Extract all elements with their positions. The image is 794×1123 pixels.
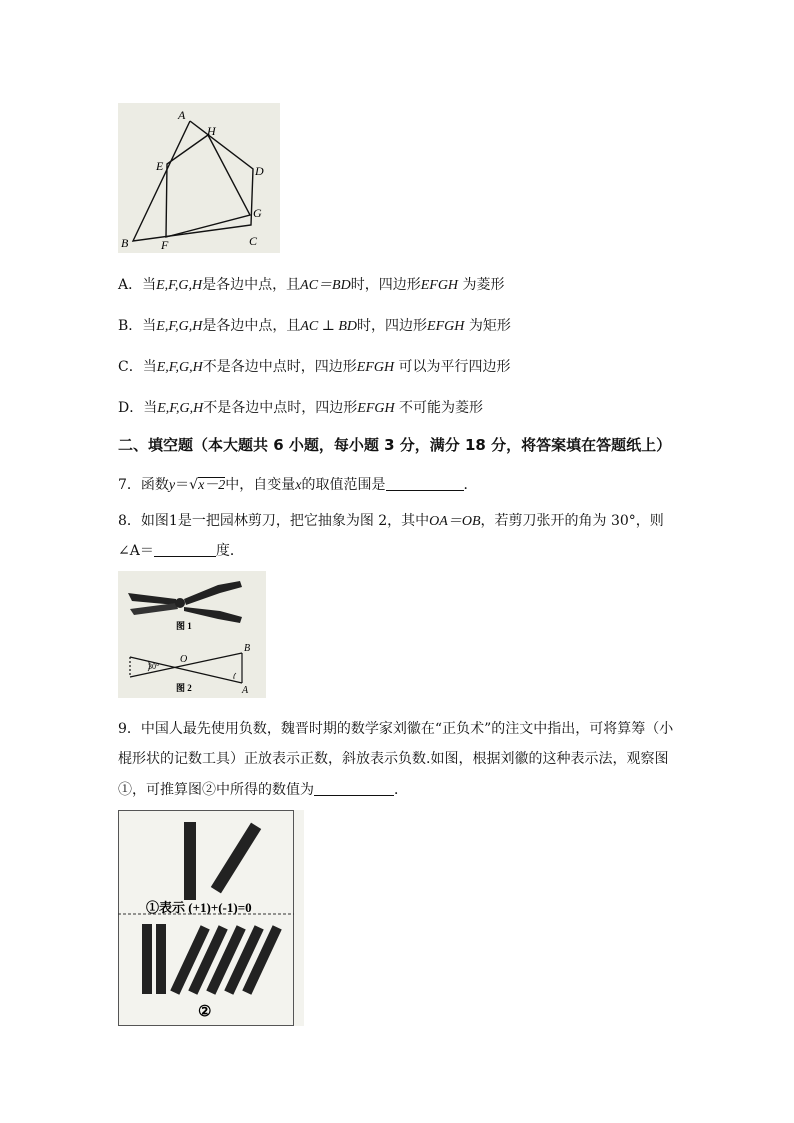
option-c xyxy=(118,356,511,376)
q7-variable: x xyxy=(295,478,302,493)
slanted-rod-icon xyxy=(211,823,261,894)
option-b-points: E,F,G,H xyxy=(156,319,203,334)
option-d xyxy=(118,397,483,417)
question-9-line3 xyxy=(118,779,408,799)
option-c-end: 可以为平行四边形 xyxy=(398,359,511,375)
counting-rods-diagram xyxy=(118,810,304,1026)
upright-rod-icon xyxy=(156,924,166,994)
question-8-line2 xyxy=(118,540,244,560)
quadrilateral-figure xyxy=(118,103,280,253)
scissors-icon xyxy=(128,581,242,623)
fig-caption-2: ② xyxy=(198,1004,212,1020)
option-a-shape: EFGH xyxy=(420,278,459,293)
option-b-mid: 是各边中点，且 xyxy=(202,318,301,334)
q7-text-c: 的取值范围是 xyxy=(301,477,386,493)
option-d-prefix: D．当 xyxy=(118,400,158,416)
upright-rod-icon xyxy=(184,822,196,900)
q8-unit: 度． xyxy=(215,543,244,559)
option-a-prefix: A．当 xyxy=(118,277,157,293)
q7-text-b: 中，自变量 xyxy=(225,477,296,493)
section-heading: 二、填空题（本大题共 6 小题，每小题 3 分，满分 18 分，将答案填在答题纸上） xyxy=(118,436,672,454)
counting-rods-figure xyxy=(118,810,304,1026)
option-c-mid: 不是各边中点时，四边形 xyxy=(202,359,357,375)
q9-text-a: ①，可推算图②中所得的数值为 xyxy=(118,782,314,798)
label-a-fig2: A xyxy=(242,685,249,696)
question-8-line1 xyxy=(118,510,664,530)
fig1-label: 图 1 xyxy=(176,621,192,631)
label-h: H xyxy=(207,124,216,138)
option-b-prefix: B．当 xyxy=(118,318,157,334)
q7-end: ． xyxy=(463,477,478,493)
option-b-tail: 时，四边形 xyxy=(357,318,428,334)
label-b-fig2: B xyxy=(244,643,251,654)
q9-answer-blank[interactable] xyxy=(314,781,394,796)
q7-formula-lhs: y xyxy=(168,478,176,493)
label-a: A xyxy=(178,108,186,122)
option-b-shape: EFGH xyxy=(427,319,465,334)
option-d-points: E,F,G,H xyxy=(157,401,204,416)
label-o: O xyxy=(180,654,188,665)
option-a-end: 为菱形 xyxy=(462,277,505,293)
quadrilateral-diagram xyxy=(118,103,280,253)
option-c-points: E,F,G,H xyxy=(156,360,203,375)
fig-caption-1: ①表示 (+1)+(-1)=0 xyxy=(146,900,252,915)
fig2-label: 图 2 xyxy=(176,683,192,693)
option-a-mid: 是各边中点，且 xyxy=(202,277,301,293)
question-7 xyxy=(118,474,478,494)
q9-end: ． xyxy=(394,782,408,798)
angle-30-label: 30° xyxy=(148,662,160,671)
q8-answer-blank[interactable] xyxy=(154,542,216,557)
option-d-shape: EFGH xyxy=(357,401,395,416)
option-d-mid: 不是各边中点时，四边形 xyxy=(203,400,358,416)
q7-radicand: x－2 xyxy=(198,478,226,493)
sqrt-icon: √ xyxy=(189,477,199,493)
option-a-tail: 时，四边形 xyxy=(350,277,421,293)
option-d-end: 不可能为菱形 xyxy=(399,400,484,416)
q8-text-b: ，若剪刀张开的角为 30°，则 xyxy=(480,513,664,529)
option-b xyxy=(118,315,511,335)
q8-text-a: 8．如图1是一把园林剪刀，把它抽象为图 2，其中 xyxy=(118,513,430,529)
option-c-prefix: C．当 xyxy=(118,359,157,375)
label-f: F xyxy=(161,238,169,252)
q8-angle: ∠A＝ xyxy=(118,543,154,559)
option-a xyxy=(118,274,505,294)
upright-rod-icon xyxy=(142,924,152,994)
q7-formula-eq: ＝ xyxy=(175,477,190,493)
q7-number: 7． xyxy=(118,477,141,493)
option-c-shape: EFGH xyxy=(356,360,395,375)
question-9-line1: 9．中国人最先使用负数，魏晋时期的数学家刘徽在“正负术”的注文中指出，可将算筹（小 xyxy=(118,721,674,737)
q7-text-a: 函数 xyxy=(140,477,169,493)
option-b-end: 为矩形 xyxy=(468,318,511,334)
label-e: E xyxy=(156,159,164,173)
label-b: B xyxy=(121,236,129,250)
option-b-condition: AC ⊥ BD xyxy=(300,319,358,334)
option-a-points: E,F,G,H xyxy=(156,278,203,293)
q8-equation: OA＝OB xyxy=(429,514,481,529)
scissors-figure xyxy=(118,571,266,698)
option-a-condition: AC＝BD xyxy=(300,278,351,293)
label-g: G xyxy=(253,206,262,220)
label-c: C xyxy=(249,234,258,248)
q7-answer-blank[interactable] xyxy=(386,476,464,491)
scissors-diagram xyxy=(118,571,266,698)
question-9-line2: 棍形状的记数工具）正放表示正数，斜放表示负数.如图，根据刘徽的这种表示法，观察图 xyxy=(118,751,669,767)
label-d: D xyxy=(255,164,264,178)
